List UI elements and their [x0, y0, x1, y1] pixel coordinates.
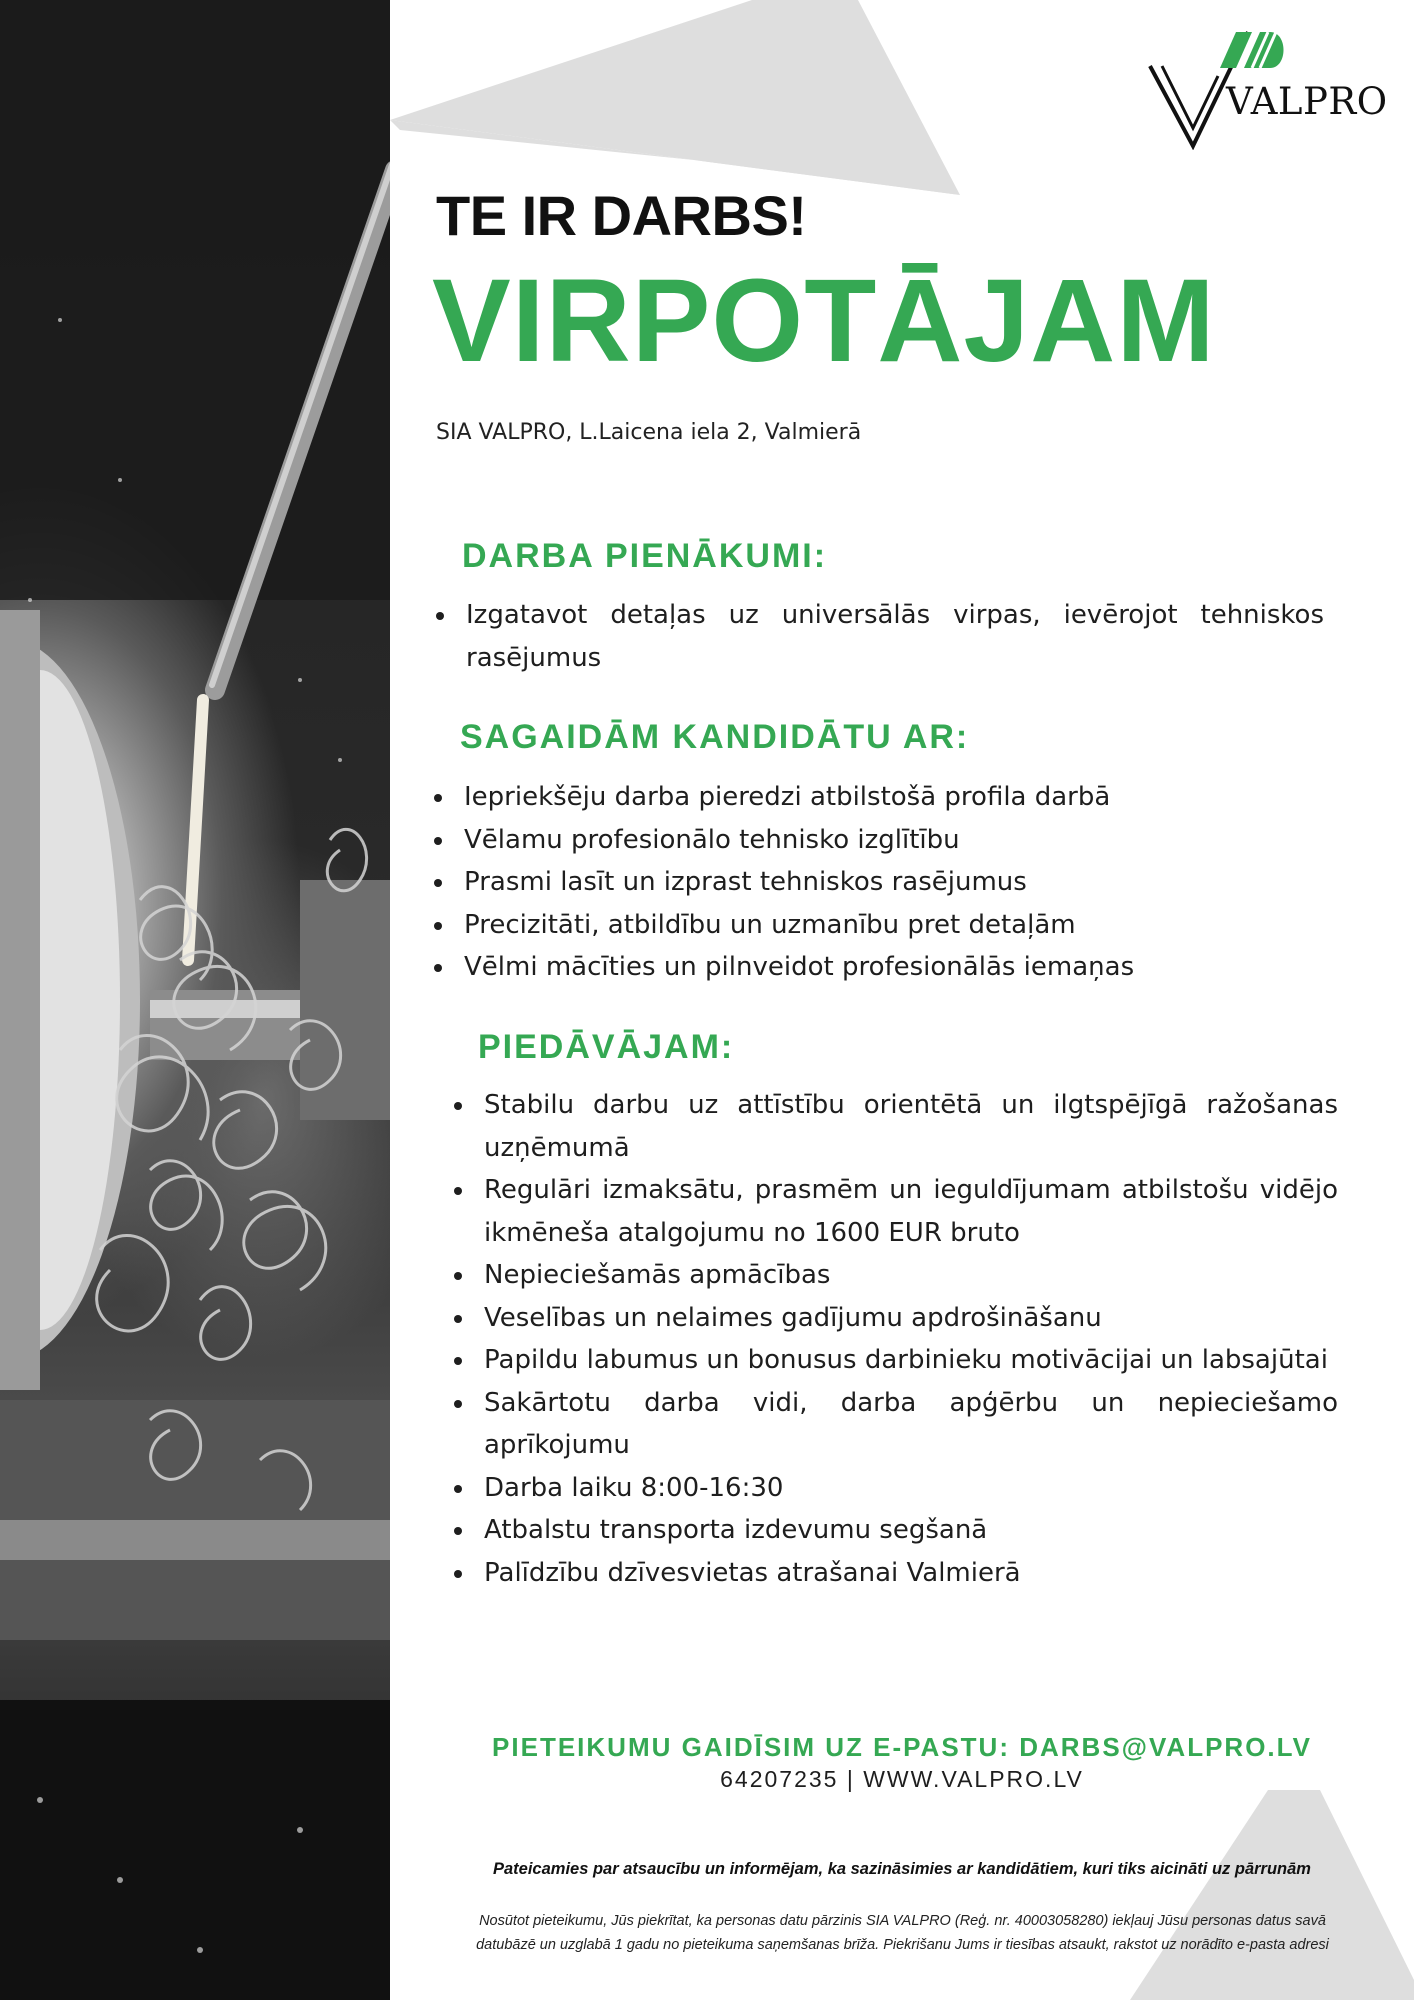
- offer-list: [450, 1084, 1338, 1594]
- list-item: Atbalstu transporta izdevumu segšanā: [450, 1509, 1338, 1552]
- list-item: Vēlmi mācīties un pilnveidot profesionālās iemaņas: [430, 946, 1330, 989]
- lathe-machining-photo: [0, 0, 390, 2000]
- list-item: Sakārtotu darba vidi, darba apģērbu un nepieciešamo aprīkojumu: [450, 1382, 1338, 1467]
- duties-list: [432, 594, 1324, 679]
- list-item: Prasmi lasīt un izprast tehniskos rasējumus: [430, 861, 1330, 904]
- list-item: Vēlamu profesionālo tehnisko izglītību: [430, 819, 1330, 862]
- list-item: Iepriekšēju darba pieredzi atbilstošā profila darbā: [430, 776, 1330, 819]
- contact-email-line[interactable]: PIETEIKUMU GAIDĪSIM UZ E-PASTU: DARBS@VALPRO.LV: [492, 1732, 1312, 1762]
- list-item: Darba laiku 8:00-16:30: [450, 1467, 1338, 1510]
- list-item: Palīdzību dzīvesvietas atrašanai Valmierā: [450, 1552, 1338, 1595]
- list-item: Nepieciešamās apmācības: [450, 1254, 1338, 1297]
- logo-wordmark: VALPRO: [1226, 80, 1388, 123]
- list-item: Izgatavot detaļas uz universālās virpas, ievērojot tehniskos rasējumus: [432, 594, 1324, 679]
- list-item: Veselības un nelaimes gadījumu apdrošināšanu: [450, 1297, 1338, 1340]
- duties-heading: DARBA PIENĀKUMI:: [462, 537, 828, 575]
- contact-phone-web[interactable]: 64207235 | WWW.VALPRO.LV: [720, 1766, 1084, 1792]
- list-item: Regulāri izmaksātu, prasmēm un ieguldījumam atbilstošu vidējo ikmēneša atalgojumu no 1600 EUR bruto: [450, 1169, 1338, 1254]
- privacy-disclaimer: [405, 1909, 1400, 1957]
- offer-heading: PIEDĀVĀJAM:: [478, 1028, 735, 1066]
- list-item: Stabilu darbu uz attīstību orientētā un ilgtspējīgā ražošanas uzņēmumā: [450, 1084, 1338, 1169]
- company-address: SIA VALPRO, L.Laicena iela 2, Valmierā: [436, 420, 862, 445]
- requirements-list: [430, 776, 1330, 989]
- disclaimer-line: datubāzē un uzglabā 1 gadu no pieteikuma saņemšanas brīža. Piekrišanu Jums ir tiesības atsaukt, rakstot uz norādīto e-pasta adresi: [476, 1937, 1329, 1953]
- kicker-heading: TE IR DARBS!: [436, 184, 807, 247]
- disclaimer-line: Nosūtot pieteikumu, Jūs piekrītat, ka personas datu pārzinis SIA VALPRO (Reģ. nr. 40003058280) iekļauj Jūsu personas datus savā: [479, 1913, 1326, 1929]
- list-item: Precizitāti, atbildību un uzmanību pret detaļām: [430, 904, 1330, 947]
- requirements-heading: SAGAIDĀM KANDIDĀTU AR:: [460, 718, 970, 756]
- job-title: VIRPOTĀJAM: [432, 255, 1216, 387]
- thanks-note: Pateicamies par atsaucību un informējam, ka sazināsimies ar kandidātiem, kuri tiks aicināti uz pārrunām: [493, 1860, 1311, 1878]
- list-item: Papildu labumus un bonusus darbinieku motivācijai un labsajūtai: [450, 1339, 1338, 1382]
